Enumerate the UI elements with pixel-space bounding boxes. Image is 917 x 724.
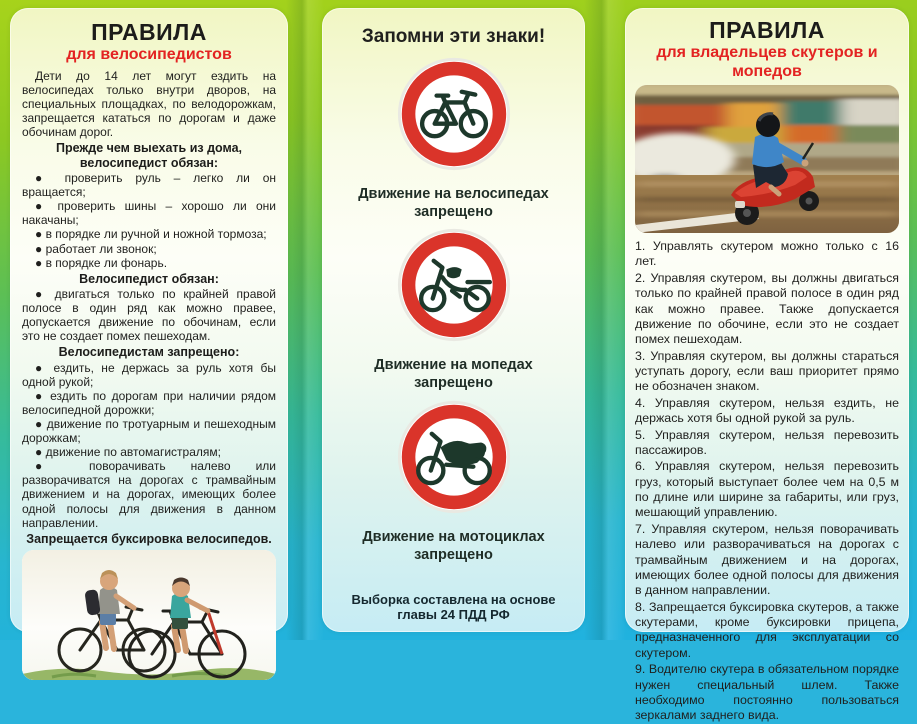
forbidden-item: ● поворачивать налево или разворачиватся на дорогах с трамвайным движением и на дорогах, имеющих более одной полосы для движения в данном направлении. [22,459,276,530]
check-item: ● в порядке ли фонарь. [35,255,168,270]
cyclist-rules-title: ПРАВИЛА [91,19,207,45]
signs-footnote: Выборка составлена на основе главы 24 ПДД РФ [351,592,556,622]
check-item: ● в порядке ли ручной и ножной тормоза; [35,227,267,242]
scooter-rule: 9. Водителю скутера в обязательном порядке нужен специальный шлем. Также необходимо постоянно пользоваться зеркалами заднего вида. [635,662,899,723]
cyclist-forbidden-heading: Велосипедистам запрещено: [58,345,240,360]
sign-block-motorcycle [339,399,569,564]
scooter-rules-subtitle: для владельцев скутеров и мопедов [656,44,878,80]
cyclist-intro-paragraph: Дети до 14 лет могут ездить на велосипедах только внутри дворов, на специальных площадках, по велодорожкам, запрещается кататься по дорогам и даже обочинам дорог. [22,68,276,139]
sign-caption: Движение на мотоциклах запрещено [362,528,545,563]
forbidden-item: ● движение по тротуарным и пешеходным дорожкам; [22,417,276,446]
scooter-rule: 5. Управляя скутером, нельзя перевозить пассажиров. [635,427,899,457]
panel-rules-for-cyclists [10,8,288,632]
scooter-photo-illustration [635,85,899,233]
forbidden-item: ● ездить по дорогам при наличии рядом велосипедной дорожки; [22,389,276,418]
scooter-rule: 7. Управляя скутером, нельзя поворачивать налево или разворачиваться на дорогах с трамвайным движением и на дорогах, имеющих более одной полосы для движения в данном направлении. [635,521,899,598]
cyclists-photo [22,550,276,680]
scooter-rule: 8. Запрещается буксировка скутеров, а также скутерами, кроме буксировки прицепа, предназначенного для эксплуатации со скутером. [635,599,899,660]
check-item: ● проверить шины – хорошо ли они накачаны; [22,199,276,228]
signs-title: Запомни эти знаки! [361,26,546,47]
scooter-rule: 2. Управляя скутером, вы должны двигаться только по крайней правой полосе в один ряд как можно правее. Также допускается движение по обочине, если это не создает помех пешеходам. [635,270,899,347]
panel-rules-for-scooters [625,8,909,723]
cyclist-must-heading: Велосипедист обязан: [79,271,219,286]
fold-crease-right [584,0,626,640]
towing-note: Запрещается буксировка велосипедов. [26,531,272,546]
sign-caption: Движение на мопедах запрещено [374,357,533,392]
no-bicycle-sign-icon [396,56,512,177]
sign-block-bicycle [339,56,569,221]
sign-block-moped [339,227,569,392]
sign-caption: Движение на велосипедах запрещено [358,186,549,221]
forbidden-item: ● ездить, не держась за руль хотя бы одной рукой; [22,361,276,390]
no-moped-sign-icon [396,227,512,348]
scooter-photo [635,85,899,233]
scooter-rules-list [635,239,899,724]
check-item: ● проверить руль – легко ли он вращается; [22,171,276,200]
cyclist-rules-subtitle: для велосипедистов [66,46,232,64]
forbidden-item: ● движение по автомагистралям; [35,445,221,460]
scooter-rules-title: ПРАВИЛА [709,17,825,43]
panel-remember-signs [322,8,585,632]
scooter-rule: 6. Управляя скутером, нельзя перевозить груз, который выступает более чем на 0,5 м по длине или ширине за габариты, или груз, мешающий управлению. [635,459,899,520]
before-leaving-heading: Прежде чем выехать из дома, велосипедист обязан: [55,140,242,170]
no-motorcycle-sign-icon [396,399,512,520]
cyclists-photo-illustration [22,550,276,680]
scooter-rule: 3. Управляя скутером, вы должны стараться уступать дорогу, если ваш приоритет прямо не обозначен знаком. [635,348,899,394]
scooter-rule: 1. Управлять скутером можно только с 16 лет. [635,239,899,269]
fold-crease-left [286,0,324,640]
must-item: ● двигаться только по крайней правой полосе в один ряд как можно правее, допускается движение по обочинам, если это не создает помех пешеходам. [22,287,276,344]
scooter-rule: 4. Управляя скутером, нельзя ездить, не держась хотя бы одной рукой за руль. [635,395,899,426]
check-item: ● работает ли звонок; [35,241,157,256]
